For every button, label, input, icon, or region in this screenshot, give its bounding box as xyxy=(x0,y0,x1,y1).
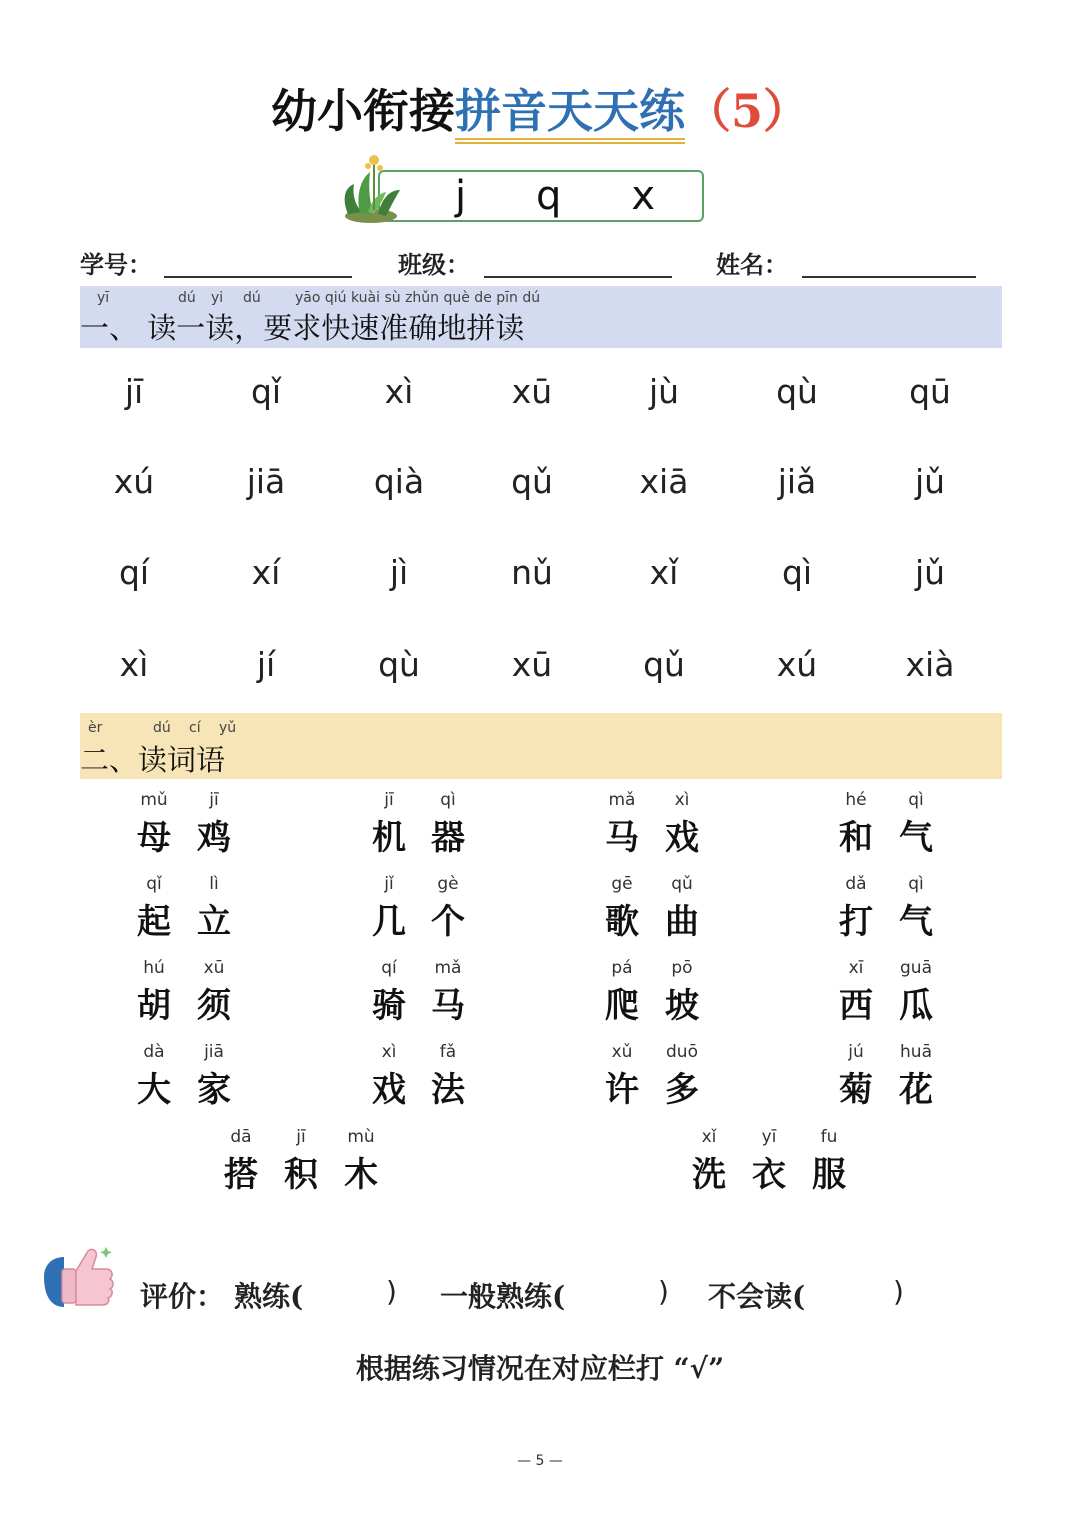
pinyin-syllable: xì xyxy=(119,645,149,684)
word-pinyin: dǎ xyxy=(845,874,867,894)
word-character: 花 xyxy=(899,1070,933,1110)
pinyin-syllable: xú xyxy=(113,462,155,501)
word-pinyin: xǐ xyxy=(701,1127,717,1147)
pinyin-syllable: xì xyxy=(384,372,414,411)
word-pinyin: jiā xyxy=(204,1042,224,1062)
section1-pinyin-annotation: dú xyxy=(243,290,261,306)
word-character: 曲 xyxy=(665,902,699,942)
word-pinyin: fǎ xyxy=(439,1042,457,1062)
word-pinyin: qì xyxy=(908,874,924,894)
pinyin-syllable: jiā xyxy=(246,462,286,501)
eval-checkbox-proficient[interactable] xyxy=(310,1280,386,1312)
pinyin-syllable: qū xyxy=(909,372,951,411)
pinyin-syllable: jī xyxy=(124,372,144,411)
plant-icon xyxy=(338,150,404,226)
word-character: 几 xyxy=(372,902,406,942)
word-pinyin: gè xyxy=(437,874,459,894)
word-character: 和 xyxy=(839,818,873,858)
section1-pinyin-annotation: yi xyxy=(211,290,224,306)
eval-checkbox-fair[interactable] xyxy=(582,1280,658,1312)
word-character: 气 xyxy=(899,818,933,858)
section1-pinyin-annotation: yī xyxy=(97,290,110,306)
letter-x: x xyxy=(631,173,655,219)
word-pinyin: jú xyxy=(848,1042,864,1062)
word-pinyin: jī xyxy=(384,790,394,810)
word-character: 起 xyxy=(137,902,171,942)
word-pinyin: jǐ xyxy=(384,874,394,894)
word-pinyin: xǔ xyxy=(611,1042,633,1062)
section2-pinyin-annotation: dú xyxy=(153,720,171,736)
pinyin-syllable: qià xyxy=(373,462,425,501)
word-character: 鸡 xyxy=(197,818,231,858)
word-pinyin: fu xyxy=(820,1127,838,1147)
section1-title: 一、 读一读，要求快速准确地拼读 xyxy=(80,311,525,345)
word-pinyin: dà xyxy=(143,1042,165,1062)
pinyin-syllable: xià xyxy=(905,645,955,684)
section1-pinyin-annotation: yāo qiú kuài sù zhǔn què de pīn dú xyxy=(295,290,541,306)
pinyin-syllable: qǐ xyxy=(250,372,282,411)
word-character: 机 xyxy=(372,818,406,858)
word-pinyin: xì xyxy=(674,790,690,810)
word-character: 歌 xyxy=(605,902,639,942)
word-character: 西 xyxy=(839,986,873,1026)
student-no-label: 学号： xyxy=(80,250,152,279)
eval-close-paren-3: ) xyxy=(893,1275,904,1308)
word-character: 多 xyxy=(665,1070,699,1110)
word-pinyin: qǐ xyxy=(146,874,162,894)
word-pinyin: mǔ xyxy=(140,790,168,810)
eval-checkbox-cannot[interactable] xyxy=(817,1280,893,1312)
pinyin-syllable: jù xyxy=(648,372,680,411)
section2-pinyin-annotation: cí xyxy=(189,720,201,736)
word-character: 骑 xyxy=(372,986,406,1026)
word-pinyin: yī xyxy=(761,1127,777,1147)
eval-option-cannot: 不会读( xyxy=(708,1280,806,1313)
pinyin-syllable: xí xyxy=(251,553,281,592)
section1-pinyin-annotation: dú xyxy=(178,290,196,306)
word-pinyin: lì xyxy=(209,874,219,894)
word-character: 洗 xyxy=(692,1155,726,1195)
word-character: 胡 xyxy=(137,986,171,1026)
title-part1: 幼小衔接 xyxy=(270,84,455,138)
word-pinyin: mù xyxy=(347,1127,375,1147)
word-pinyin: xī xyxy=(848,958,864,978)
word-pinyin: xū xyxy=(203,958,225,978)
word-pinyin: qì xyxy=(908,790,924,810)
pinyin-syllable: xǐ xyxy=(649,553,679,592)
word-character: 木 xyxy=(344,1155,378,1195)
name-field[interactable] xyxy=(802,276,976,278)
pinyin-syllable: jǔ xyxy=(914,553,946,592)
pinyin-syllable: jì xyxy=(389,553,409,592)
word-character: 菊 xyxy=(839,1070,873,1110)
eval-close-paren-1: ) xyxy=(386,1275,397,1308)
page-title xyxy=(0,82,1080,140)
eval-option-fair: 一般熟练( xyxy=(440,1280,566,1313)
word-character: 爬 xyxy=(605,986,639,1026)
page-number: — 5 — xyxy=(517,1453,563,1469)
letter-j: j xyxy=(455,173,467,219)
title-part2: 拼音天天练 xyxy=(454,84,685,138)
pinyin-syllable: qí xyxy=(118,553,150,592)
letter-q: q xyxy=(536,173,562,219)
word-character: 服 xyxy=(812,1155,846,1195)
word-pinyin: pō xyxy=(671,958,693,978)
pinyin-syllable: jǔ xyxy=(914,462,946,501)
eval-close-paren-2: ) xyxy=(658,1275,669,1308)
word-pinyin: dā xyxy=(230,1127,252,1147)
thumbs-up-icon xyxy=(40,1243,116,1313)
pinyin-syllable: xú xyxy=(776,645,818,684)
class-label: 班级： xyxy=(398,250,470,279)
pinyin-syllable: nǔ xyxy=(511,553,553,592)
word-character: 坡 xyxy=(665,986,699,1026)
word-pinyin: huā xyxy=(900,1042,932,1062)
word-character: 瓜 xyxy=(899,986,933,1026)
word-pinyin: qí xyxy=(381,958,397,978)
title-part3: （5） xyxy=(684,84,809,138)
word-character: 搭 xyxy=(224,1155,258,1195)
pinyin-syllable: jí xyxy=(256,645,276,684)
pinyin-syllable: jiǎ xyxy=(777,462,817,501)
section2-title: 二、读词语 xyxy=(80,743,226,777)
student-no-field[interactable] xyxy=(164,276,352,278)
word-pinyin: pá xyxy=(611,958,633,978)
pinyin-syllable: qì xyxy=(781,553,813,592)
word-pinyin: jī xyxy=(209,790,219,810)
word-pinyin: mǎ xyxy=(608,790,636,810)
word-character: 许 xyxy=(605,1070,639,1110)
word-character: 家 xyxy=(197,1070,231,1110)
word-pinyin: hé xyxy=(845,790,867,810)
letters-row xyxy=(455,168,655,224)
section2-pinyin-annotation: yǔ xyxy=(219,720,237,736)
word-character: 打 xyxy=(839,902,873,942)
word-pinyin: guā xyxy=(900,958,932,978)
word-pinyin: duō xyxy=(666,1042,698,1062)
word-pinyin: jī xyxy=(296,1127,306,1147)
word-character: 器 xyxy=(431,818,465,858)
word-character: 马 xyxy=(431,986,465,1026)
word-character: 衣 xyxy=(752,1155,786,1195)
pinyin-syllable: qù xyxy=(776,372,818,411)
word-character: 法 xyxy=(431,1070,465,1110)
class-field[interactable] xyxy=(484,276,672,278)
word-character: 立 xyxy=(197,902,231,942)
word-character: 气 xyxy=(899,902,933,942)
pinyin-syllable: xū xyxy=(511,645,553,684)
word-pinyin: mǎ xyxy=(434,958,462,978)
evaluation-note: 根据练习情况在对应栏打 “√” xyxy=(355,1352,725,1385)
word-character: 马 xyxy=(605,818,639,858)
section2-pinyin-annotation: èr xyxy=(88,720,103,736)
word-pinyin: qì xyxy=(440,790,456,810)
word-pinyin: qǔ xyxy=(671,874,693,894)
word-character: 积 xyxy=(284,1155,318,1195)
word-pinyin: gē xyxy=(611,874,633,894)
word-character: 个 xyxy=(431,902,465,942)
word-character: 大 xyxy=(137,1070,171,1110)
name-label: 姓名： xyxy=(716,250,788,279)
word-character: 母 xyxy=(137,818,171,858)
pinyin-syllable: xiā xyxy=(639,462,689,501)
evaluation-label: 评价： xyxy=(140,1280,225,1313)
word-character: 戏 xyxy=(665,818,699,858)
pinyin-syllable: xū xyxy=(511,372,553,411)
word-character: 须 xyxy=(197,986,231,1026)
word-pinyin: xì xyxy=(381,1042,397,1062)
pinyin-syllable: qù xyxy=(378,645,420,684)
pinyin-syllable: qǔ xyxy=(511,462,553,501)
pinyin-syllable: qǔ xyxy=(643,645,685,684)
word-character: 戏 xyxy=(372,1070,406,1110)
word-pinyin: hú xyxy=(143,958,165,978)
eval-option-proficient: 熟练( xyxy=(234,1280,304,1313)
